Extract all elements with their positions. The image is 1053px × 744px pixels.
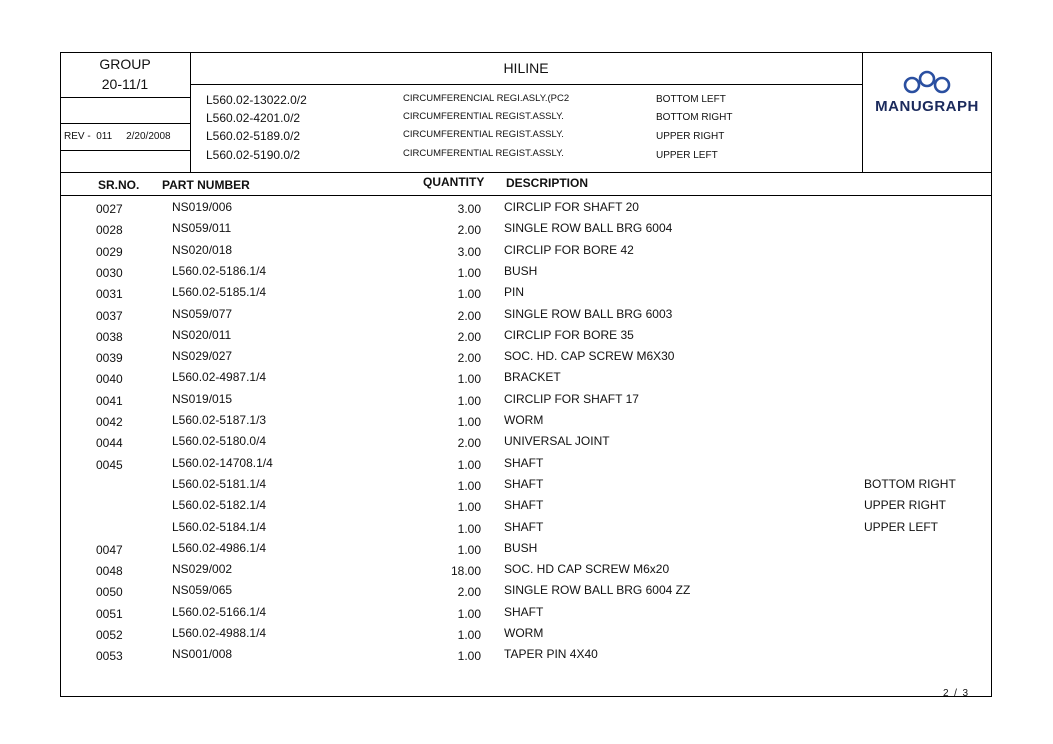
row-description: SHAFT [504,498,544,513]
row-part-number: L560.02-5186.1/4 [172,263,267,278]
assembly-part-2: L560.02-5189.0/2 [206,129,301,143]
company-logo [862,70,992,115]
rev-date: 2/20/2008 [126,131,171,142]
row-quantity: 2.00 [457,308,481,323]
logo-wordmark: MANUGRAPH [875,98,979,115]
row-quantity: 1.00 [457,521,481,536]
rev-top-divider [60,123,190,124]
column-header-divider [60,195,992,196]
page-total: 3 [962,688,968,699]
row-quantity: 1.00 [457,628,481,642]
document-title: HILINE [503,60,549,76]
assembly-desc-0: CIRCUMFERENCIAL REGI.ASLY.(PC2 [403,93,570,104]
row-part-number: L560.02-4987.1/4 [172,370,267,385]
row-description: SHAFT [504,519,544,534]
row-quantity: 2.00 [457,329,481,344]
revision-info [64,131,171,142]
row-srno: 0045 [96,457,123,472]
row-quantity: 1.00 [457,649,481,664]
row-part-number: L560.02-5184.1/4 [172,519,267,534]
row-part-number: L560.02-4986.1/4 [172,540,267,555]
row-part-number: NS059/065 [172,583,233,598]
column-header-srno: SR.NO. [98,178,140,192]
row-description: CIRCLIP FOR BORE 42 [504,242,634,257]
row-quantity: 1.00 [457,542,481,557]
row-srno: 0048 [96,564,123,579]
row-quantity: 3.00 [457,202,481,216]
row-part-number: NS059/077 [172,306,233,321]
row-quantity: 2.00 [457,436,481,451]
assembly-position-2: UPPER RIGHT [656,131,725,142]
assembly-desc-2: CIRCUMFERENTIAL REGIST.ASSLY. [403,129,564,140]
row-quantity: 2.00 [457,223,481,238]
row-description: SINGLE ROW BALL BRG 6004 [504,221,673,236]
row-part-number: L560.02-5181.1/4 [172,476,267,491]
row-part-number: NS020/018 [172,242,233,257]
row-position-note: UPPER RIGHT [864,498,947,513]
row-part-number: L560.02-5180.0/4 [172,434,267,449]
row-srno: 0044 [96,436,123,451]
assembly-part-1: L560.02-4201.0/2 [206,111,301,125]
row-srno: 0053 [96,649,123,664]
row-quantity: 2.00 [457,351,481,366]
rev-bottom-divider [60,150,190,151]
row-srno: 0037 [96,308,123,323]
row-description: WORM [504,626,544,640]
row-srno: 0052 [96,628,123,642]
row-description: SOC. HD. CAP SCREW M6X30 [504,349,675,364]
logo-rings-icon [900,70,954,96]
group-code: 20-11/1 [101,76,149,92]
row-part-number: L560.02-4988.1/4 [172,626,267,640]
row-description: TAPER PIN 4X40 [504,647,598,662]
row-srno: 0038 [96,329,123,344]
header-divider [60,172,992,173]
assembly-position-3: UPPER LEFT [656,150,718,161]
title-divider [190,84,862,85]
row-srno: 0039 [96,351,123,366]
row-part-number: L560.02-5187.1/3 [172,413,267,427]
row-description: UNIVERSAL JOINT [504,434,610,449]
row-srno: 0047 [96,542,123,557]
row-description: CIRCLIP FOR SHAFT 17 [504,391,639,406]
row-srno: 0041 [96,393,123,408]
rev-label: REV - [64,131,91,142]
assembly-part-3: L560.02-5190.0/2 [206,148,301,162]
row-srno: 0028 [96,223,123,238]
row-description: CIRCLIP FOR BORE 35 [504,327,634,342]
row-quantity: 1.00 [457,606,481,621]
row-part-number: NS019/006 [172,200,233,214]
row-quantity: 1.00 [457,372,481,387]
row-part-number: NS019/015 [172,391,233,406]
row-description: SINGLE ROW BALL BRG 6003 [504,306,673,321]
row-part-number: NS029/027 [172,349,233,364]
page-number [928,688,968,699]
column-header-desc: DESCRIPTION [506,176,589,190]
row-quantity: 1.00 [457,265,481,280]
assembly-part-0: L560.02-13022.0/2 [206,93,307,107]
row-srno: 0050 [96,585,123,600]
assembly-desc-1: CIRCUMFERENTIAL REGIST.ASSLY. [403,111,564,122]
row-srno: 0031 [96,287,123,302]
rev-number: 011 [96,131,113,142]
row-description: SINGLE ROW BALL BRG 6004 ZZ [504,583,691,598]
row-quantity: 1.00 [457,500,481,515]
row-part-number: NS001/008 [172,647,233,662]
group-label: GROUP [99,56,151,72]
row-description: BRACKET [504,370,561,385]
row-description: SOC. HD CAP SCREW M6x20 [504,562,670,577]
row-description: BUSH [504,263,538,278]
page-current: 2 [942,688,949,699]
row-srno: 0042 [96,415,123,429]
row-quantity: 1.00 [457,457,481,472]
row-part-number: NS020/011 [172,327,232,342]
assembly-desc-3: CIRCUMFERENTIAL REGIST.ASSLY. [403,148,564,159]
row-quantity: 1.00 [457,415,481,429]
row-quantity: 1.00 [457,287,481,302]
row-part-number: L560.02-5182.1/4 [172,498,267,513]
assembly-position-0: BOTTOM LEFT [656,94,726,105]
row-part-number: L560.02-5166.1/4 [172,604,267,619]
row-srno: 0040 [96,372,123,387]
column-header-part: PART NUMBER [162,178,250,192]
group-divider [60,97,190,98]
row-description: CIRCLIP FOR SHAFT 20 [504,200,639,214]
row-quantity: 2.00 [457,585,481,600]
row-quantity: 1.00 [457,393,481,408]
row-description: WORM [504,413,544,427]
row-description: BUSH [504,540,538,555]
row-part-number: NS059/011 [172,221,232,236]
row-srno: 0030 [96,265,123,280]
row-srno: 0029 [96,244,123,259]
column-header-qty: QUANTITY [423,175,485,189]
row-part-number: NS029/002 [172,562,233,577]
row-quantity: 1.00 [457,478,481,493]
row-quantity: 3.00 [457,244,481,259]
row-position-note: BOTTOM RIGHT [864,476,956,491]
row-description: SHAFT [504,455,544,470]
row-srno: 0051 [96,606,123,621]
row-part-number: L560.02-5185.1/4 [172,285,267,300]
row-description: SHAFT [504,604,544,619]
row-part-number: L560.02-14708.1/4 [172,455,273,470]
row-description: SHAFT [504,476,544,491]
row-description: PIN [504,285,525,300]
row-srno: 0027 [96,202,123,216]
row-position-note: UPPER LEFT [864,519,939,534]
assembly-position-1: BOTTOM RIGHT [656,112,733,123]
page-separator: / [954,688,957,699]
row-quantity: 18.00 [450,564,481,579]
